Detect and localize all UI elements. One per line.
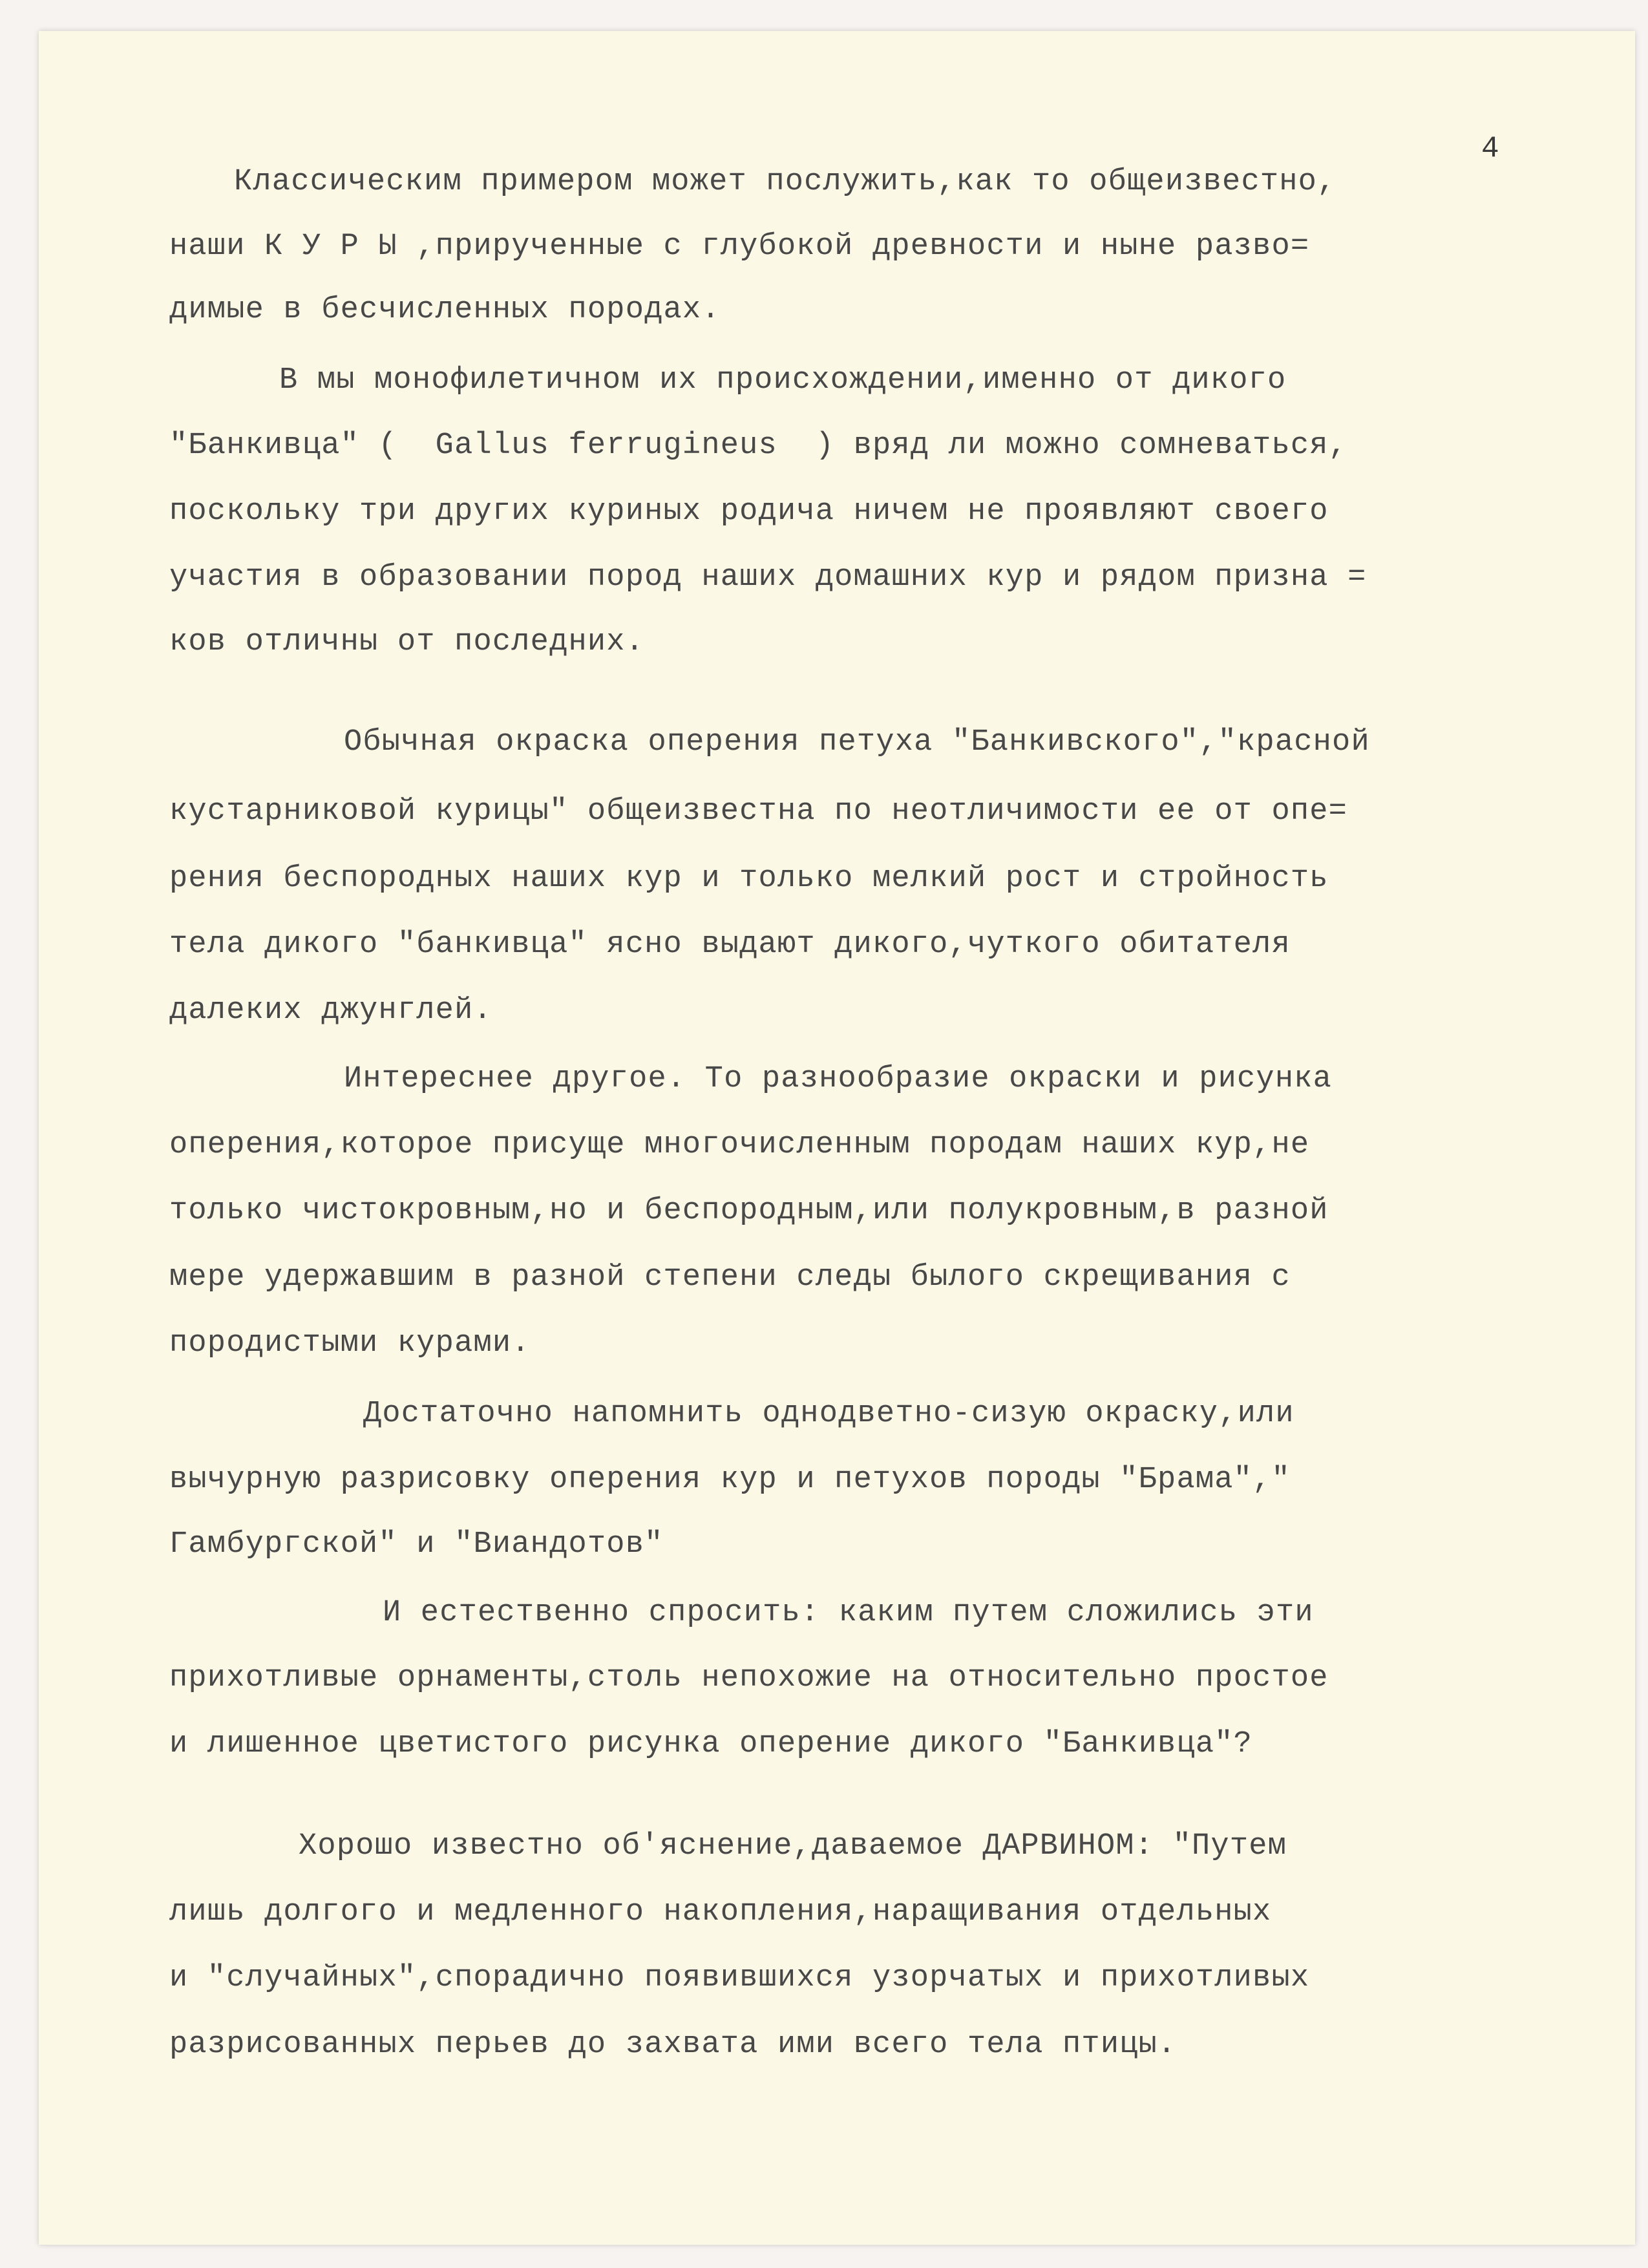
text-line: мере удержавшим в разной степени следы былого скрещивания с	[169, 1260, 1291, 1295]
text-line: далеких джунглей.	[169, 993, 492, 1028]
text-line: И естественно спросить: каким путем сложились эти	[383, 1596, 1314, 1630]
text-line: Интереснее другое. То разнообразие окраски и рисунка	[344, 1062, 1333, 1096]
text-line: Хорошо известно об'яснение,даваемое ДАРВИНОМ: "Путем	[299, 1829, 1287, 1863]
text-line: только чистокровным,но и беспородным,или полукровным,в разной	[169, 1194, 1329, 1228]
text-line: рения беспородных наших кур и только мелкий рост и стройность	[169, 862, 1329, 896]
text-line: наши К У Р Ы ,прирученные с глубокой древности и ныне разво=	[169, 229, 1310, 264]
text-line: Гамбургской" и "Виандотов"	[169, 1527, 664, 1562]
text-line: породистыми курами.	[169, 1326, 531, 1361]
text-line: димые в бесчисленных породах.	[169, 293, 721, 327]
text-line: лишь долгого и медленного накопления,наращивания отдельных	[169, 1895, 1272, 1929]
text-line: оперения,которое присуще многочисленным породам наших кур,не	[169, 1128, 1310, 1162]
text-line: вычурную разрисовку оперения кур и петухов породы "Брама","	[169, 1463, 1291, 1497]
text-line: и лишенное цветистого рисунка оперение дикого "Банкивца"?	[169, 1727, 1253, 1761]
text-line: Обычная окраска оперения петуха "Банкивского","красной	[344, 725, 1370, 759]
text-line: В мы монофилетичном их происхождении,именно от дикого	[279, 363, 1287, 397]
text-line: ков отличны от последних.	[169, 625, 645, 659]
text-line: "Банкивца" ( Gallus ferrugineus ) вряд ли можно сомневаться,	[169, 429, 1348, 463]
text-line: и "случайных",спорадично появившихся узорчатых и прихотливых	[169, 1961, 1310, 1995]
text-line: прихотливые орнаменты,столь непохожие на относительно простое	[169, 1661, 1329, 1695]
text-line: кустарниковой курицы" общеизвестна по неотличимости ее от опе=	[169, 794, 1348, 829]
text-line: Классическим примером может послужить,как то общеизвестно,	[234, 165, 1336, 199]
page-number: 4	[1481, 132, 1499, 165]
text-line: тела дикого "банкивца" ясно выдают дикого,чуткого обитателя	[169, 927, 1291, 962]
text-line: Достаточно напомнить однодветно-сизую окраску,или	[363, 1397, 1294, 1431]
text-line: разрисованных перьев до захвата ими всего тела птицы.	[169, 2028, 1177, 2062]
text-line: поскольку три других куриных родича ничем не проявляют своего	[169, 494, 1329, 529]
text-line: участия в образовании пород наших домашних кур и рядом призна =	[169, 560, 1367, 595]
